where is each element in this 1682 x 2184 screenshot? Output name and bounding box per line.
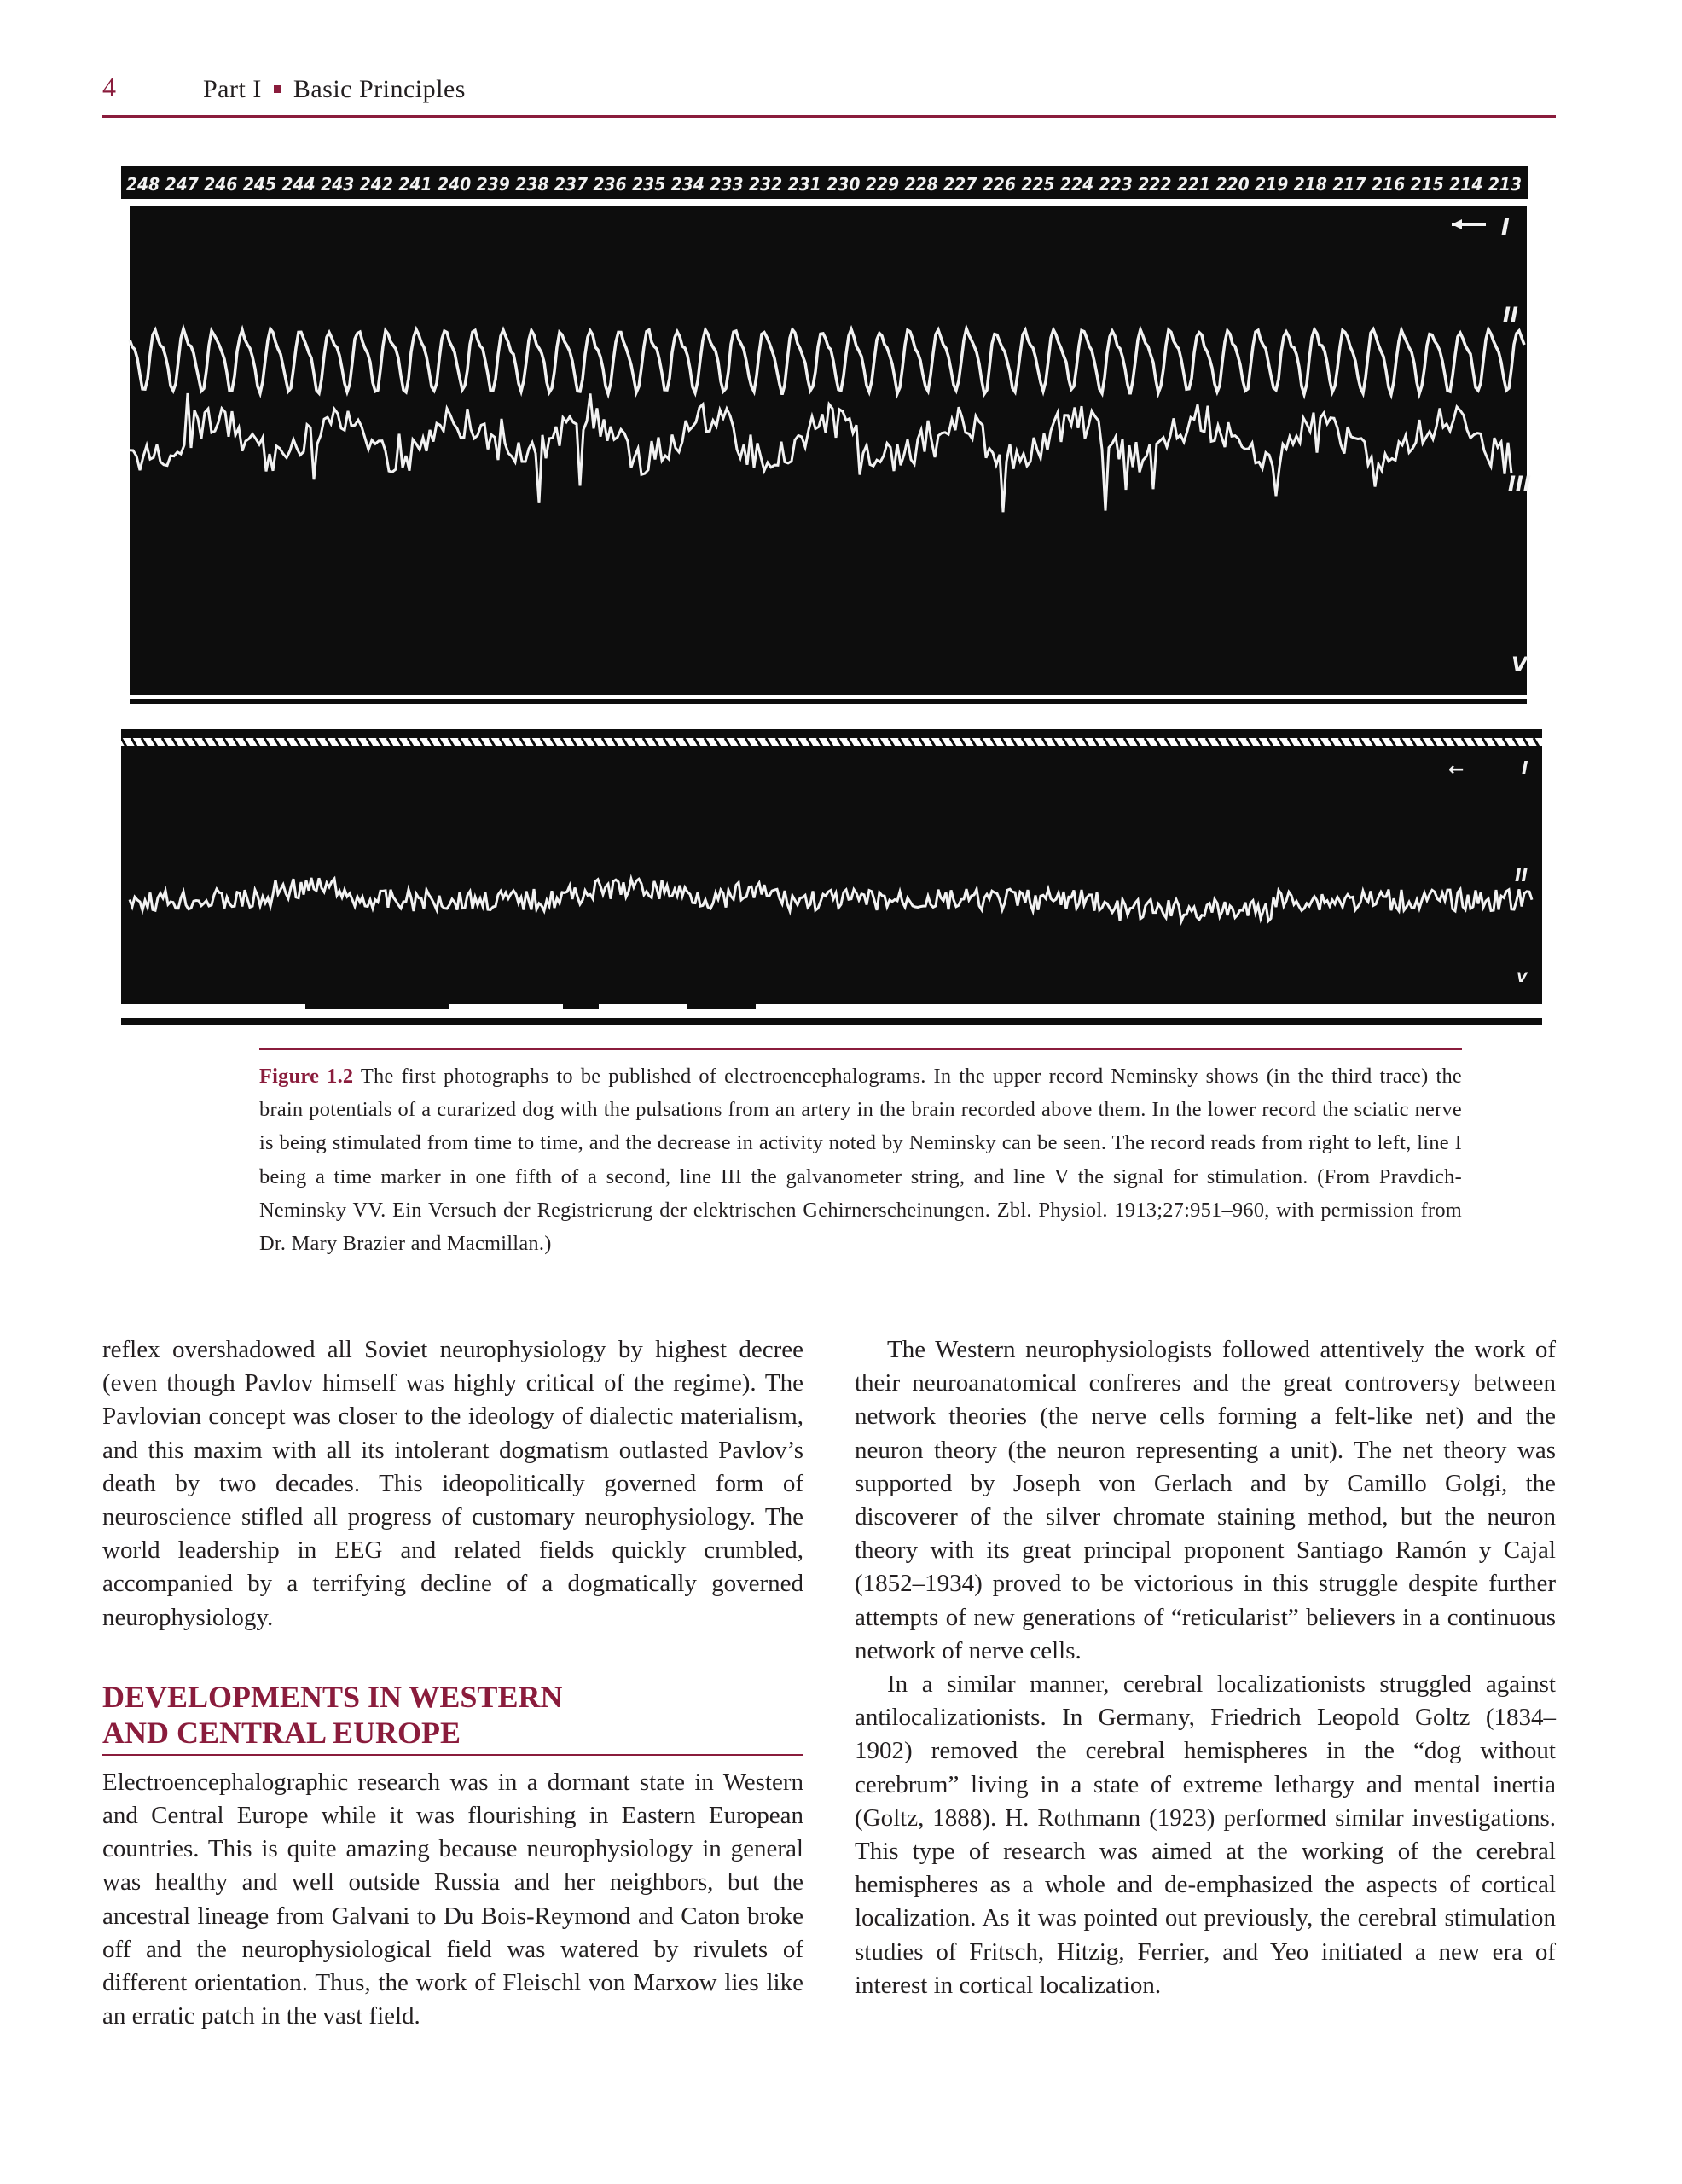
left-paragraph-2: Electroencephalographic research was in a dormant state in Western and Central Europe while it was flourishing in Eastern European countries. This is quite amazing because neurophysiology in general was healthy and well outside Russia and her neighbors, but the ancestral lineage from Galvani to Du Bois-Reymond and Caton broke off and the neurophysiological field was watered by rivulets of different orientation. Thus, the work of Fleischl von Marxow lies like an erratic patch in the vast field. xyxy=(102,1768,803,2030)
left-column xyxy=(102,1333,803,2033)
trace-label-upper-1: I xyxy=(1501,215,1510,241)
page-number: 4 xyxy=(102,72,116,102)
right-paragraph-1: The Western neurophysiologists followed attentively the work of their neuroanatomical confreres and the great controversy between network theories (the nerve cells forming a felt-like net) and the neuron theory (the neuron representing a unit). The net theory was supported by Joseph von Gerlach and by Camillo Golgi, the discoverer of the silver chromate staining method, but the neuron theory with its great principal proponent Santiago Ramón y Cajal (1852–1934) proved to be victorious in this struggle despite further attempts of new generations of “reticularist” believers in a continuous network of nerve cells. xyxy=(855,1336,1556,1664)
figure-caption-text: The first photographs to be published of electroencephalograms. In the upper record Neminsky shows (in the third trace) the brain potentials of a curarized dog with the pulsations from an artery in the brain recorded above them. In the lower record the sciatic nerve is being stimulated from time to time, and the decrease in activity noted by Neminsky can be seen. The record reads from right to left, line I being a time marker in one fifth of a second, line III the galvanometer string, and line V the signal for stimulation. (From Pravdich-Neminsky VV. Ein Versuch der Registrierung der elektrischen Gehirnerscheinungen. Zbl. Physiol. 1913;27:951–960, with permission from Dr. Mary Brazier and Macmillan.) xyxy=(259,1065,1462,1256)
trace-label-upper-3: III xyxy=(1508,472,1531,496)
stimulus-signal-line xyxy=(130,688,1527,695)
trace-label-lower-5: V xyxy=(1517,969,1528,985)
figure-caption xyxy=(259,1060,1462,1260)
trace-label-upper-5: V xyxy=(1511,653,1528,677)
right-paragraph-2: In a similar manner, cerebral localizationists struggled against antilocalizationists. In Germany, Friedrich Leopold Goltz (1834–1902) removed the cerebral hemispheres in the “dog without cerebrum” living in a state of extreme lethargy and mental inertia (Goltz, 1888). H. Rothmann (1923) performed similar investigations. This type of research was aimed at the working of the cerebral hemispheres as a whole and de-emphasized the aspects of cortical localization. As it was pointed out previously, the cerebral stimulation studies of Fritsch, Hitzig, Ferrier, and Yeo initiated a new era of interest in cortical localization. xyxy=(855,1670,1556,1999)
section-heading-line-2: AND CENTRAL EUROPE xyxy=(102,1715,461,1750)
running-head xyxy=(203,75,466,104)
section-heading-line-1: DEVELOPMENTS IN WESTERN xyxy=(102,1679,563,1714)
header-rule xyxy=(102,115,1556,118)
trace-label-lower-2: II xyxy=(1515,865,1528,886)
section-heading xyxy=(102,1679,803,1751)
section-rule xyxy=(102,1754,803,1756)
eeg-photograph xyxy=(121,166,1542,1028)
square-bullet-icon xyxy=(274,85,281,93)
caption-rule xyxy=(259,1048,1462,1050)
lower-record xyxy=(121,746,1542,1004)
trace-label-upper-2: II xyxy=(1503,303,1518,327)
left-arrow-icon-lower: ← xyxy=(1448,759,1464,781)
left-paragraph-1: reflex overshadowed all Soviet neurophysiology by highest decree (even though Pavlov himself was highly critical of the regime). The Pavlovian concept was closer to the ideology of dialectic materialism, and this maxim with all its intolerant dogmatism outlasted Pavlov’s death by two decades. This ideopolitically governed form of neuroscience stifled all progress of customary neurophysiology. The world leadership in EEG and related fields quickly crumbled, accompanied by a terrifying decline of a dogmatically governed neurophysiology. xyxy=(102,1336,803,1631)
trace-label-lower-1: I xyxy=(1522,758,1528,778)
time-marker-numbers: 248 247 246 245 244 243 242 241 240 239 238 237 236 235 234 233 232 231 230 229 228 227 226 225 224 223 222 221 220 219 218 217 216 215 214 213 xyxy=(126,174,1522,195)
figure-label: Figure 1.2 xyxy=(259,1065,354,1088)
right-column xyxy=(855,1333,1556,2002)
eeg-figure xyxy=(121,166,1542,1028)
running-head-part: Part I xyxy=(203,75,262,103)
running-head-section: Basic Principles xyxy=(293,75,466,103)
